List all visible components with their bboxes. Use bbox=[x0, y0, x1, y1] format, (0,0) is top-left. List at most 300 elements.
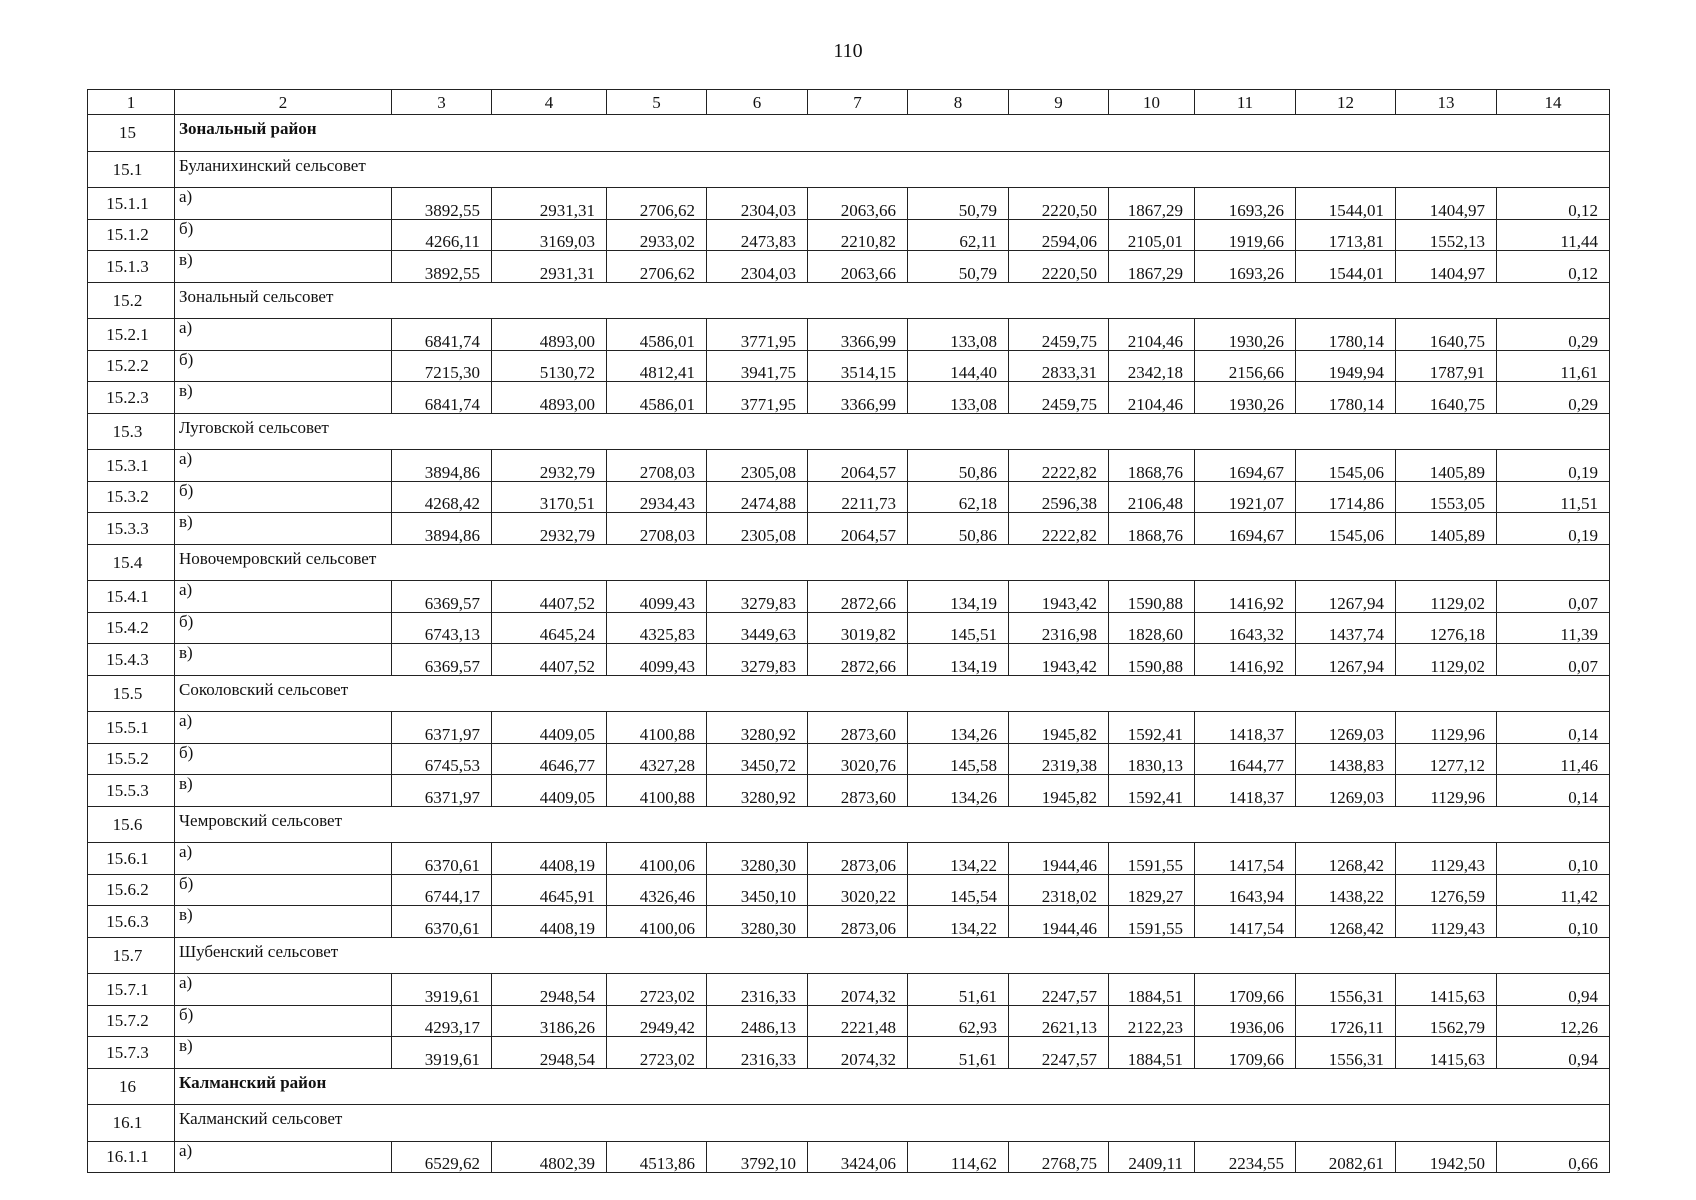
value-cell: 2222,82 bbox=[1009, 450, 1109, 482]
value-cell: 1713,81 bbox=[1296, 219, 1396, 251]
value-cell: 3279,83 bbox=[707, 581, 808, 613]
table-row bbox=[88, 450, 1610, 482]
value-cell: 4409,05 bbox=[492, 712, 607, 744]
value-cell: 0,07 bbox=[1497, 581, 1610, 613]
value-cell: 0,07 bbox=[1497, 644, 1610, 676]
value-cell: 50,86 bbox=[908, 513, 1009, 545]
table-row bbox=[88, 1037, 1610, 1069]
value-cell: 2156,66 bbox=[1195, 350, 1296, 382]
value-cell: 2872,66 bbox=[808, 581, 908, 613]
value-cell: 1884,51 bbox=[1109, 974, 1195, 1006]
row-code: 15.1.1 bbox=[88, 188, 175, 220]
value-cell: 3771,95 bbox=[707, 319, 808, 351]
value-cell: 1944,46 bbox=[1009, 843, 1109, 875]
value-cell: 0,94 bbox=[1497, 1037, 1610, 1069]
value-cell: 0,14 bbox=[1497, 775, 1610, 807]
value-cell: 6370,61 bbox=[392, 906, 492, 938]
value-cell: 1943,42 bbox=[1009, 581, 1109, 613]
row-code: 15.3.3 bbox=[88, 513, 175, 545]
value-cell: 2932,79 bbox=[492, 450, 607, 482]
table-row bbox=[88, 974, 1610, 1006]
value-cell: 1867,29 bbox=[1109, 188, 1195, 220]
value-cell: 1944,46 bbox=[1009, 906, 1109, 938]
column-number-cell: 14 bbox=[1497, 90, 1610, 115]
value-cell: 4100,88 bbox=[607, 775, 707, 807]
value-cell: 2459,75 bbox=[1009, 319, 1109, 351]
value-cell: 1562,79 bbox=[1396, 1005, 1497, 1037]
value-cell: 1544,01 bbox=[1296, 251, 1396, 283]
column-number-cell: 11 bbox=[1195, 90, 1296, 115]
tariff-table bbox=[87, 89, 1610, 1173]
table-row bbox=[88, 612, 1610, 644]
value-cell: 4586,01 bbox=[607, 319, 707, 351]
value-cell: 1592,41 bbox=[1109, 712, 1195, 744]
value-cell: 3919,61 bbox=[392, 974, 492, 1006]
value-cell: 3941,75 bbox=[707, 350, 808, 382]
value-cell: 134,19 bbox=[908, 581, 1009, 613]
row-variant: в) bbox=[175, 906, 392, 938]
value-cell: 4893,00 bbox=[492, 382, 607, 414]
value-cell: 1921,07 bbox=[1195, 481, 1296, 513]
value-cell: 50,79 bbox=[908, 251, 1009, 283]
row-code: 15.4.2 bbox=[88, 612, 175, 644]
value-cell: 2473,83 bbox=[707, 219, 808, 251]
column-number-cell: 3 bbox=[392, 90, 492, 115]
value-cell: 3170,51 bbox=[492, 481, 607, 513]
value-cell: 1936,06 bbox=[1195, 1005, 1296, 1037]
value-cell: 1129,43 bbox=[1396, 906, 1497, 938]
district-row bbox=[88, 115, 1610, 152]
row-code: 15.3.1 bbox=[88, 450, 175, 482]
value-cell: 4100,88 bbox=[607, 712, 707, 744]
table-row bbox=[88, 743, 1610, 775]
value-cell: 2074,32 bbox=[808, 974, 908, 1006]
value-cell: 2222,82 bbox=[1009, 513, 1109, 545]
row-variant: а) bbox=[175, 843, 392, 875]
value-cell: 1417,54 bbox=[1195, 843, 1296, 875]
value-cell: 2104,46 bbox=[1109, 382, 1195, 414]
value-cell: 2210,82 bbox=[808, 219, 908, 251]
settlement-name: Буланихинский сельсовет bbox=[175, 151, 1610, 188]
value-cell: 1268,42 bbox=[1296, 843, 1396, 875]
row-code: 15.2.3 bbox=[88, 382, 175, 414]
value-cell: 4100,06 bbox=[607, 906, 707, 938]
value-cell: 1129,96 bbox=[1396, 712, 1497, 744]
value-cell: 2706,62 bbox=[607, 188, 707, 220]
value-cell: 134,22 bbox=[908, 906, 1009, 938]
value-cell: 11,46 bbox=[1497, 743, 1610, 775]
value-cell: 3280,30 bbox=[707, 843, 808, 875]
value-cell: 7215,30 bbox=[392, 350, 492, 382]
value-cell: 2063,66 bbox=[808, 251, 908, 283]
value-cell: 1129,96 bbox=[1396, 775, 1497, 807]
value-cell: 2708,03 bbox=[607, 513, 707, 545]
value-cell: 1552,13 bbox=[1396, 219, 1497, 251]
value-cell: 1276,59 bbox=[1396, 874, 1497, 906]
value-cell: 1417,54 bbox=[1195, 906, 1296, 938]
value-cell: 1590,88 bbox=[1109, 644, 1195, 676]
settlement-name: Луговской сельсовет bbox=[175, 413, 1610, 450]
value-cell: 6841,74 bbox=[392, 382, 492, 414]
row-variant: а) bbox=[175, 188, 392, 220]
value-cell: 1438,22 bbox=[1296, 874, 1396, 906]
value-cell: 2104,46 bbox=[1109, 319, 1195, 351]
value-cell: 2459,75 bbox=[1009, 382, 1109, 414]
value-cell: 1438,83 bbox=[1296, 743, 1396, 775]
settlement-name: Новочемровский сельсовет bbox=[175, 544, 1610, 581]
value-cell: 4407,52 bbox=[492, 644, 607, 676]
value-cell: 11,51 bbox=[1497, 481, 1610, 513]
value-cell: 3894,86 bbox=[392, 450, 492, 482]
value-cell: 1404,97 bbox=[1396, 188, 1497, 220]
value-cell: 1553,05 bbox=[1396, 481, 1497, 513]
value-cell: 3169,03 bbox=[492, 219, 607, 251]
row-variant: в) bbox=[175, 1037, 392, 1069]
row-code: 15.2.2 bbox=[88, 350, 175, 382]
value-cell: 2305,08 bbox=[707, 513, 808, 545]
value-cell: 1828,60 bbox=[1109, 612, 1195, 644]
table-row bbox=[88, 712, 1610, 744]
row-variant: в) bbox=[175, 644, 392, 676]
row-code: 15.6.1 bbox=[88, 843, 175, 875]
value-cell: 62,18 bbox=[908, 481, 1009, 513]
value-cell: 1415,63 bbox=[1396, 1037, 1497, 1069]
value-cell: 2316,33 bbox=[707, 1037, 808, 1069]
value-cell: 11,39 bbox=[1497, 612, 1610, 644]
value-cell: 2708,03 bbox=[607, 450, 707, 482]
value-cell: 2305,08 bbox=[707, 450, 808, 482]
value-cell: 4646,77 bbox=[492, 743, 607, 775]
value-cell: 2873,06 bbox=[808, 843, 908, 875]
value-cell: 50,86 bbox=[908, 450, 1009, 482]
value-cell: 6745,53 bbox=[392, 743, 492, 775]
value-cell: 1592,41 bbox=[1109, 775, 1195, 807]
value-cell: 0,94 bbox=[1497, 974, 1610, 1006]
value-cell: 51,61 bbox=[908, 1037, 1009, 1069]
row-code: 15.7.3 bbox=[88, 1037, 175, 1069]
page-number: 110 bbox=[833, 40, 863, 62]
value-cell: 1868,76 bbox=[1109, 513, 1195, 545]
column-number-cell: 5 bbox=[607, 90, 707, 115]
value-cell: 4645,24 bbox=[492, 612, 607, 644]
value-cell: 1930,26 bbox=[1195, 319, 1296, 351]
value-cell: 145,58 bbox=[908, 743, 1009, 775]
value-cell: 1129,02 bbox=[1396, 644, 1497, 676]
table-row bbox=[88, 350, 1610, 382]
value-cell: 1269,03 bbox=[1296, 712, 1396, 744]
value-cell: 2706,62 bbox=[607, 251, 707, 283]
value-cell: 1591,55 bbox=[1109, 906, 1195, 938]
settlement-name: Зональный сельсовет bbox=[175, 282, 1610, 319]
value-cell: 134,26 bbox=[908, 775, 1009, 807]
value-cell: 133,08 bbox=[908, 382, 1009, 414]
value-cell: 2872,66 bbox=[808, 644, 908, 676]
column-number-cell: 6 bbox=[707, 90, 808, 115]
row-code: 15.5.2 bbox=[88, 743, 175, 775]
value-cell: 1267,94 bbox=[1296, 644, 1396, 676]
value-cell: 2220,50 bbox=[1009, 188, 1109, 220]
value-cell: 1268,42 bbox=[1296, 906, 1396, 938]
settlement-code: 15.7 bbox=[88, 937, 175, 974]
value-cell: 2621,13 bbox=[1009, 1005, 1109, 1037]
value-cell: 3280,92 bbox=[707, 712, 808, 744]
value-cell: 3366,99 bbox=[808, 319, 908, 351]
value-cell: 1942,50 bbox=[1396, 1141, 1497, 1173]
value-cell: 2074,32 bbox=[808, 1037, 908, 1069]
row-code: 15.6.2 bbox=[88, 874, 175, 906]
value-cell: 1829,27 bbox=[1109, 874, 1195, 906]
value-cell: 2948,54 bbox=[492, 974, 607, 1006]
settlement-row bbox=[88, 937, 1610, 974]
value-cell: 0,19 bbox=[1497, 513, 1610, 545]
row-variant: в) bbox=[175, 382, 392, 414]
value-cell: 4802,39 bbox=[492, 1141, 607, 1173]
value-cell: 1884,51 bbox=[1109, 1037, 1195, 1069]
value-cell: 1405,89 bbox=[1396, 450, 1497, 482]
value-cell: 1643,94 bbox=[1195, 874, 1296, 906]
column-number-cell: 9 bbox=[1009, 90, 1109, 115]
value-cell: 3919,61 bbox=[392, 1037, 492, 1069]
settlement-code: 15.1 bbox=[88, 151, 175, 188]
value-cell: 2106,48 bbox=[1109, 481, 1195, 513]
value-cell: 1415,63 bbox=[1396, 974, 1497, 1006]
value-cell: 1780,14 bbox=[1296, 319, 1396, 351]
value-cell: 2221,48 bbox=[808, 1005, 908, 1037]
value-cell: 11,42 bbox=[1497, 874, 1610, 906]
row-variant: а) bbox=[175, 974, 392, 1006]
value-cell: 2316,33 bbox=[707, 974, 808, 1006]
column-number-cell: 1 bbox=[88, 90, 175, 115]
value-cell: 133,08 bbox=[908, 319, 1009, 351]
value-cell: 4100,06 bbox=[607, 843, 707, 875]
row-variant: в) bbox=[175, 775, 392, 807]
value-cell: 134,22 bbox=[908, 843, 1009, 875]
value-cell: 4586,01 bbox=[607, 382, 707, 414]
value-cell: 2082,61 bbox=[1296, 1141, 1396, 1173]
value-cell: 2948,54 bbox=[492, 1037, 607, 1069]
value-cell: 2594,06 bbox=[1009, 219, 1109, 251]
settlement-name: Соколовский сельсовет bbox=[175, 675, 1610, 712]
settlement-code: 15.5 bbox=[88, 675, 175, 712]
row-code: 15.4.3 bbox=[88, 644, 175, 676]
value-cell: 1556,31 bbox=[1296, 974, 1396, 1006]
value-cell: 3424,06 bbox=[808, 1141, 908, 1173]
row-code: 15.2.1 bbox=[88, 319, 175, 351]
district-code: 15 bbox=[88, 115, 175, 152]
value-cell: 1276,18 bbox=[1396, 612, 1497, 644]
settlement-row bbox=[88, 282, 1610, 319]
row-code: 15.1.2 bbox=[88, 219, 175, 251]
value-cell: 3892,55 bbox=[392, 188, 492, 220]
value-cell: 2949,42 bbox=[607, 1005, 707, 1037]
value-cell: 3019,82 bbox=[808, 612, 908, 644]
value-cell: 3450,72 bbox=[707, 743, 808, 775]
value-cell: 2934,43 bbox=[607, 481, 707, 513]
table-row bbox=[88, 775, 1610, 807]
row-code: 15.4.1 bbox=[88, 581, 175, 613]
value-cell: 3514,15 bbox=[808, 350, 908, 382]
table-row bbox=[88, 581, 1610, 613]
value-cell: 0,12 bbox=[1497, 188, 1610, 220]
value-cell: 3186,26 bbox=[492, 1005, 607, 1037]
district-code: 16 bbox=[88, 1068, 175, 1105]
value-cell: 6371,97 bbox=[392, 712, 492, 744]
value-cell: 4408,19 bbox=[492, 843, 607, 875]
value-cell: 51,61 bbox=[908, 974, 1009, 1006]
column-number-cell: 13 bbox=[1396, 90, 1497, 115]
table-body bbox=[88, 90, 1610, 1173]
value-cell: 4293,17 bbox=[392, 1005, 492, 1037]
district-name: Калманский район bbox=[175, 1068, 1610, 1105]
value-cell: 0,10 bbox=[1497, 906, 1610, 938]
value-cell: 4893,00 bbox=[492, 319, 607, 351]
value-cell: 4326,46 bbox=[607, 874, 707, 906]
value-cell: 144,40 bbox=[908, 350, 1009, 382]
value-cell: 2474,88 bbox=[707, 481, 808, 513]
value-cell: 4513,86 bbox=[607, 1141, 707, 1173]
settlement-code: 15.4 bbox=[88, 544, 175, 581]
value-cell: 4409,05 bbox=[492, 775, 607, 807]
value-cell: 1943,42 bbox=[1009, 644, 1109, 676]
row-variant: б) bbox=[175, 612, 392, 644]
table-row bbox=[88, 481, 1610, 513]
row-variant: а) bbox=[175, 1141, 392, 1173]
value-cell: 1919,66 bbox=[1195, 219, 1296, 251]
value-cell: 1726,11 bbox=[1296, 1005, 1396, 1037]
value-cell: 0,14 bbox=[1497, 712, 1610, 744]
value-cell: 145,54 bbox=[908, 874, 1009, 906]
value-cell: 1544,01 bbox=[1296, 188, 1396, 220]
value-cell: 2873,60 bbox=[808, 712, 908, 744]
value-cell: 12,26 bbox=[1497, 1005, 1610, 1037]
value-cell: 4099,43 bbox=[607, 644, 707, 676]
table-row bbox=[88, 1141, 1610, 1173]
value-cell: 1949,94 bbox=[1296, 350, 1396, 382]
value-cell: 1868,76 bbox=[1109, 450, 1195, 482]
value-cell: 3279,83 bbox=[707, 644, 808, 676]
value-cell: 2933,02 bbox=[607, 219, 707, 251]
value-cell: 3894,86 bbox=[392, 513, 492, 545]
value-cell: 3771,95 bbox=[707, 382, 808, 414]
value-cell: 1640,75 bbox=[1396, 382, 1497, 414]
column-number-cell: 7 bbox=[808, 90, 908, 115]
row-code: 15.1.3 bbox=[88, 251, 175, 283]
row-variant: в) bbox=[175, 251, 392, 283]
value-cell: 114,62 bbox=[908, 1141, 1009, 1173]
value-cell: 1129,43 bbox=[1396, 843, 1497, 875]
settlement-row bbox=[88, 806, 1610, 843]
settlement-name: Чемровский сельсовет bbox=[175, 806, 1610, 843]
column-number-cell: 8 bbox=[908, 90, 1009, 115]
value-cell: 1693,26 bbox=[1195, 188, 1296, 220]
value-cell: 1405,89 bbox=[1396, 513, 1497, 545]
value-cell: 1267,94 bbox=[1296, 581, 1396, 613]
settlement-code: 15.3 bbox=[88, 413, 175, 450]
table-row bbox=[88, 874, 1610, 906]
value-cell: 4408,19 bbox=[492, 906, 607, 938]
value-cell: 2873,60 bbox=[808, 775, 908, 807]
row-code: 15.5.3 bbox=[88, 775, 175, 807]
table-row bbox=[88, 251, 1610, 283]
value-cell: 1418,37 bbox=[1195, 712, 1296, 744]
column-number-cell: 2 bbox=[175, 90, 392, 115]
value-cell: 2486,13 bbox=[707, 1005, 808, 1037]
value-cell: 1556,31 bbox=[1296, 1037, 1396, 1069]
value-cell: 0,29 bbox=[1497, 319, 1610, 351]
value-cell: 2342,18 bbox=[1109, 350, 1195, 382]
value-cell: 6370,61 bbox=[392, 843, 492, 875]
row-code: 16.1.1 bbox=[88, 1141, 175, 1173]
value-cell: 3892,55 bbox=[392, 251, 492, 283]
value-cell: 0,10 bbox=[1497, 843, 1610, 875]
settlement-name: Шубенский сельсовет bbox=[175, 937, 1610, 974]
value-cell: 1930,26 bbox=[1195, 382, 1296, 414]
row-code: 15.3.2 bbox=[88, 481, 175, 513]
value-cell: 50,79 bbox=[908, 188, 1009, 220]
value-cell: 1709,66 bbox=[1195, 974, 1296, 1006]
value-cell: 0,19 bbox=[1497, 450, 1610, 482]
row-variant: а) bbox=[175, 581, 392, 613]
value-cell: 2409,11 bbox=[1109, 1141, 1195, 1173]
settlement-code: 15.6 bbox=[88, 806, 175, 843]
value-cell: 134,26 bbox=[908, 712, 1009, 744]
value-cell: 4099,43 bbox=[607, 581, 707, 613]
value-cell: 2723,02 bbox=[607, 974, 707, 1006]
row-variant: б) bbox=[175, 874, 392, 906]
settlement-row bbox=[88, 413, 1610, 450]
value-cell: 3020,22 bbox=[808, 874, 908, 906]
row-variant: б) bbox=[175, 219, 392, 251]
row-code: 15.7.1 bbox=[88, 974, 175, 1006]
value-cell: 1830,13 bbox=[1109, 743, 1195, 775]
table-row bbox=[88, 1005, 1610, 1037]
settlement-row bbox=[88, 151, 1610, 188]
value-cell: 0,12 bbox=[1497, 251, 1610, 283]
value-cell: 2247,57 bbox=[1009, 1037, 1109, 1069]
value-cell: 1694,67 bbox=[1195, 513, 1296, 545]
value-cell: 2596,38 bbox=[1009, 481, 1109, 513]
table-row bbox=[88, 219, 1610, 251]
value-cell: 3280,30 bbox=[707, 906, 808, 938]
settlement-name: Калманский сельсовет bbox=[175, 1105, 1610, 1142]
settlement-code: 16.1 bbox=[88, 1105, 175, 1142]
value-cell: 11,61 bbox=[1497, 350, 1610, 382]
value-cell: 1640,75 bbox=[1396, 319, 1497, 351]
value-cell: 2316,98 bbox=[1009, 612, 1109, 644]
value-cell: 2064,57 bbox=[808, 450, 908, 482]
table-row bbox=[88, 188, 1610, 220]
value-cell: 2211,73 bbox=[808, 481, 908, 513]
value-cell: 1945,82 bbox=[1009, 775, 1109, 807]
value-cell: 0,29 bbox=[1497, 382, 1610, 414]
value-cell: 2304,03 bbox=[707, 251, 808, 283]
value-cell: 6743,13 bbox=[392, 612, 492, 644]
value-cell: 1714,86 bbox=[1296, 481, 1396, 513]
value-cell: 1709,66 bbox=[1195, 1037, 1296, 1069]
value-cell: 145,51 bbox=[908, 612, 1009, 644]
value-cell: 3280,92 bbox=[707, 775, 808, 807]
value-cell: 2318,02 bbox=[1009, 874, 1109, 906]
value-cell: 1693,26 bbox=[1195, 251, 1296, 283]
value-cell: 4407,52 bbox=[492, 581, 607, 613]
value-cell: 2105,01 bbox=[1109, 219, 1195, 251]
value-cell: 1545,06 bbox=[1296, 513, 1396, 545]
row-variant: а) bbox=[175, 712, 392, 744]
value-cell: 2122,23 bbox=[1109, 1005, 1195, 1037]
value-cell: 2931,31 bbox=[492, 251, 607, 283]
value-cell: 134,19 bbox=[908, 644, 1009, 676]
column-number-cell: 12 bbox=[1296, 90, 1396, 115]
